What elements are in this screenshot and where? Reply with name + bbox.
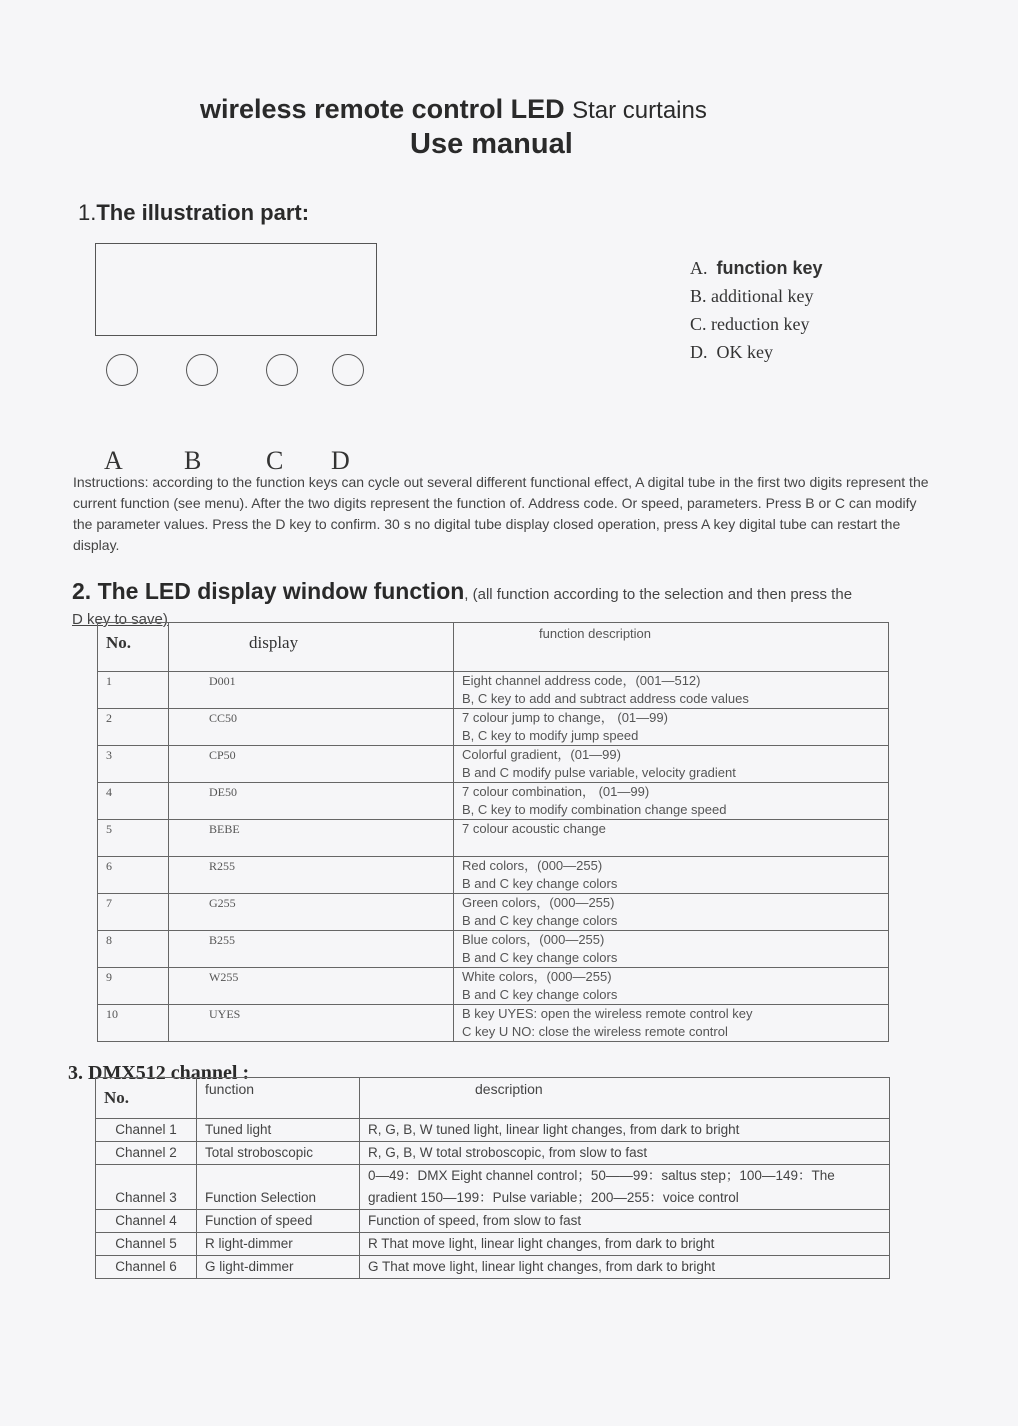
description-line-1: Colorful gradient，(01—99) xyxy=(462,747,621,762)
description-line-2: B, C key to modify combination change speed xyxy=(462,802,727,817)
key-legend xyxy=(690,254,823,366)
col-header-display: display xyxy=(169,623,454,672)
cell-no: 9 xyxy=(98,968,169,1005)
title-rest: Star curtains xyxy=(572,97,707,124)
title-line-1 xyxy=(200,94,707,125)
cell-no: 1 xyxy=(98,672,169,709)
cell-channel: Channel 5 xyxy=(96,1233,197,1256)
button-b-illustration xyxy=(186,354,218,386)
cell-function: Tuned light xyxy=(197,1119,360,1142)
section3-heading: 3. DMX512 channel : xyxy=(68,1062,250,1084)
table-row xyxy=(98,783,889,820)
cell-display: UYES xyxy=(169,1005,454,1042)
description-line-2: B and C key change colors xyxy=(462,950,618,965)
table-row xyxy=(98,894,889,931)
key-label: reduction key xyxy=(711,314,810,334)
cell-display: D001 xyxy=(169,672,454,709)
cell-description xyxy=(454,931,889,968)
table-row xyxy=(96,1256,890,1279)
instructions-text: Instructions: according to the function keys can cycle out several different functional effect, A digital tube in the first two digits represent the current function (see menu). After the two digits represent the function of. Address code. Or speed, parameters. Press B or C can modify the parameter values. Press the D key to confirm. 30 s no digital tube display closed operation, press A key digital tube can restart the display. xyxy=(73,474,929,553)
cell-description xyxy=(454,1005,889,1042)
cell-function: Total stroboscopic xyxy=(197,1142,360,1165)
description-line-1: 7 colour jump to change， (01—99) xyxy=(462,710,668,725)
col-header-function: function xyxy=(197,1078,360,1119)
cell-channel: Channel 1 xyxy=(96,1119,197,1142)
led-function-table xyxy=(97,622,889,1042)
button-letter-c: C xyxy=(266,446,284,475)
description-line-1: Green colors，(000—255) xyxy=(462,895,615,910)
button-c-illustration xyxy=(266,354,298,386)
key-legend-item xyxy=(690,282,823,310)
cell-display: G255 xyxy=(169,894,454,931)
description-line-1: Red colors，(000—255) xyxy=(462,858,603,873)
col-header-no: No. xyxy=(96,1078,197,1119)
key-legend-item xyxy=(690,338,823,366)
table-row xyxy=(98,820,889,857)
key-letter: B. xyxy=(690,286,707,306)
display-screen-illustration xyxy=(95,243,377,336)
cell-channel: Channel 4 xyxy=(96,1210,197,1233)
cell-function: R light-dimmer xyxy=(197,1233,360,1256)
cell-channel: Channel 6 xyxy=(96,1256,197,1279)
cell-no: 5 xyxy=(98,820,169,857)
description-line-1: Blue colors，(000—255) xyxy=(462,932,605,947)
button-letter-b: B xyxy=(184,446,202,475)
description-line-2: B, C key to add and subtract address code values xyxy=(462,691,749,706)
cell-no: 10 xyxy=(98,1005,169,1042)
table-row xyxy=(98,709,889,746)
table-row xyxy=(96,1142,890,1165)
cell-description: R, G, B, W tuned light, linear light changes, from dark to bright xyxy=(360,1119,890,1142)
cell-description: 0—49：DMX Eight channel control；50——99：saltus step；100—149：The gradient 150—199：Pulse variable；200—255：voice control xyxy=(360,1165,890,1210)
cell-channel: Channel 2 xyxy=(96,1142,197,1165)
cell-description xyxy=(454,783,889,820)
table-row xyxy=(96,1210,890,1233)
button-letter-a: A xyxy=(104,446,123,475)
description-line-1: 7 colour combination， (01—99) xyxy=(462,784,650,799)
section2-heading xyxy=(72,578,942,605)
description-line-2: B and C modify pulse variable, velocity gradient xyxy=(462,765,736,780)
cell-no: 3 xyxy=(98,746,169,783)
col-header-description: description xyxy=(360,1078,890,1119)
col-header-description: function description xyxy=(454,623,889,672)
section1-title: The illustration part: xyxy=(96,200,310,225)
cell-description xyxy=(454,894,889,931)
title-line-2: Use manual xyxy=(410,128,573,160)
button-a-illustration xyxy=(106,354,138,386)
section2-note-continued: D key to save) xyxy=(72,611,168,628)
cell-description xyxy=(454,857,889,894)
cell-description: Function of speed, from slow to fast xyxy=(360,1210,890,1233)
key-label: OK key xyxy=(716,342,773,362)
cell-channel: Channel 3 xyxy=(96,1165,197,1210)
table-row xyxy=(96,1119,890,1142)
cell-display: R255 xyxy=(169,857,454,894)
table-row xyxy=(98,968,889,1005)
section1-heading xyxy=(78,200,309,226)
table-row xyxy=(98,857,889,894)
key-letter: A. xyxy=(690,258,708,278)
table-row xyxy=(98,931,889,968)
cell-no: 4 xyxy=(98,783,169,820)
description-line-2: B and C key change colors xyxy=(462,913,618,928)
description-line-2: B, C key to modify jump speed xyxy=(462,728,639,743)
cell-no: 8 xyxy=(98,931,169,968)
description-line-2: B and C key change colors xyxy=(462,987,618,1002)
description-line-2: C key U NO: close the wireless remote control xyxy=(462,1024,728,1039)
cell-no: 6 xyxy=(98,857,169,894)
key-label: additional key xyxy=(711,286,814,306)
table-row xyxy=(96,1233,890,1256)
cell-description xyxy=(454,672,889,709)
section1-number: 1. xyxy=(78,200,97,225)
cell-no: 2 xyxy=(98,709,169,746)
cell-display: CP50 xyxy=(169,746,454,783)
cell-function: Function of speed xyxy=(197,1210,360,1233)
title-bold: wireless remote control LED xyxy=(200,94,565,124)
cell-function: G light-dimmer xyxy=(197,1256,360,1279)
cell-display: B255 xyxy=(169,931,454,968)
dmx-channel-table xyxy=(95,1077,890,1279)
cell-display: BEBE xyxy=(169,820,454,857)
button-letter-d: D xyxy=(331,446,350,475)
description-line-1: White colors，(000—255) xyxy=(462,969,612,984)
section2-title: 2. The LED display window function xyxy=(72,578,465,604)
description-line-2: B and C key change colors xyxy=(462,876,618,891)
cell-description xyxy=(454,746,889,783)
cell-display: DE50 xyxy=(169,783,454,820)
cell-description xyxy=(454,709,889,746)
cell-display: W255 xyxy=(169,968,454,1005)
key-label: function key xyxy=(716,258,823,278)
cell-description: R, G, B, W total stroboscopic, from slow to fast xyxy=(360,1142,890,1165)
key-legend-item xyxy=(690,254,823,282)
description-line-1: Eight channel address code，(001—512) xyxy=(462,673,701,688)
col-header-no: No. xyxy=(98,623,169,672)
cell-display: CC50 xyxy=(169,709,454,746)
cell-description xyxy=(454,820,889,857)
table-row xyxy=(98,1005,889,1042)
table-row xyxy=(96,1165,890,1210)
section2-note: , (all function according to the selection and then press the xyxy=(464,586,853,603)
cell-function: Function Selection xyxy=(197,1165,360,1210)
description-line-1: 7 colour acoustic change xyxy=(462,821,606,836)
key-letter: D. xyxy=(690,342,708,362)
cell-description: G That move light, linear light changes, from dark to bright xyxy=(360,1256,890,1279)
cell-description: R That move light, linear light changes, from dark to bright xyxy=(360,1233,890,1256)
table-row xyxy=(98,672,889,709)
key-legend-item xyxy=(690,310,823,338)
button-d-illustration xyxy=(332,354,364,386)
description-line-1: B key UYES: open the wireless remote control key xyxy=(462,1006,753,1021)
key-letter: C. xyxy=(690,314,707,334)
table-row xyxy=(98,746,889,783)
cell-description xyxy=(454,968,889,1005)
cell-no: 7 xyxy=(98,894,169,931)
